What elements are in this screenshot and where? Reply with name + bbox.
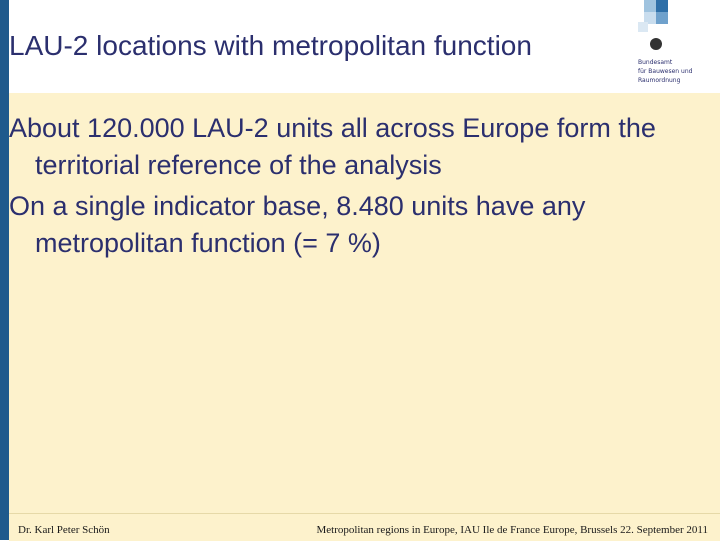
logo-line: Bundesamt bbox=[638, 59, 673, 66]
footer-author: Dr. Karl Peter Schön bbox=[18, 524, 110, 536]
agency-logo bbox=[636, 0, 720, 90]
bullet-list bbox=[9, 110, 709, 266]
bullet-item: On a single indicator base, 8.480 units have any metropolitan function (= 7 %) bbox=[9, 191, 586, 258]
logo-text bbox=[638, 58, 692, 85]
logo-line: Raumordnung bbox=[638, 77, 681, 84]
logo-line: für Bauwesen und bbox=[638, 68, 693, 75]
footer-event: Metropolitan regions in Europe, IAU Ile de France Europe, Brussels 22. September 2011 bbox=[316, 524, 708, 536]
bbr-logo-icon bbox=[636, 0, 720, 56]
bullet-item: About 120.000 LAU-2 units all across Europe form the territorial reference of the analysis bbox=[9, 113, 656, 180]
left-accent-bar bbox=[0, 0, 9, 540]
slide-footer bbox=[9, 513, 720, 541]
slide-title: LAU-2 locations with metropolitan function bbox=[9, 30, 532, 61]
